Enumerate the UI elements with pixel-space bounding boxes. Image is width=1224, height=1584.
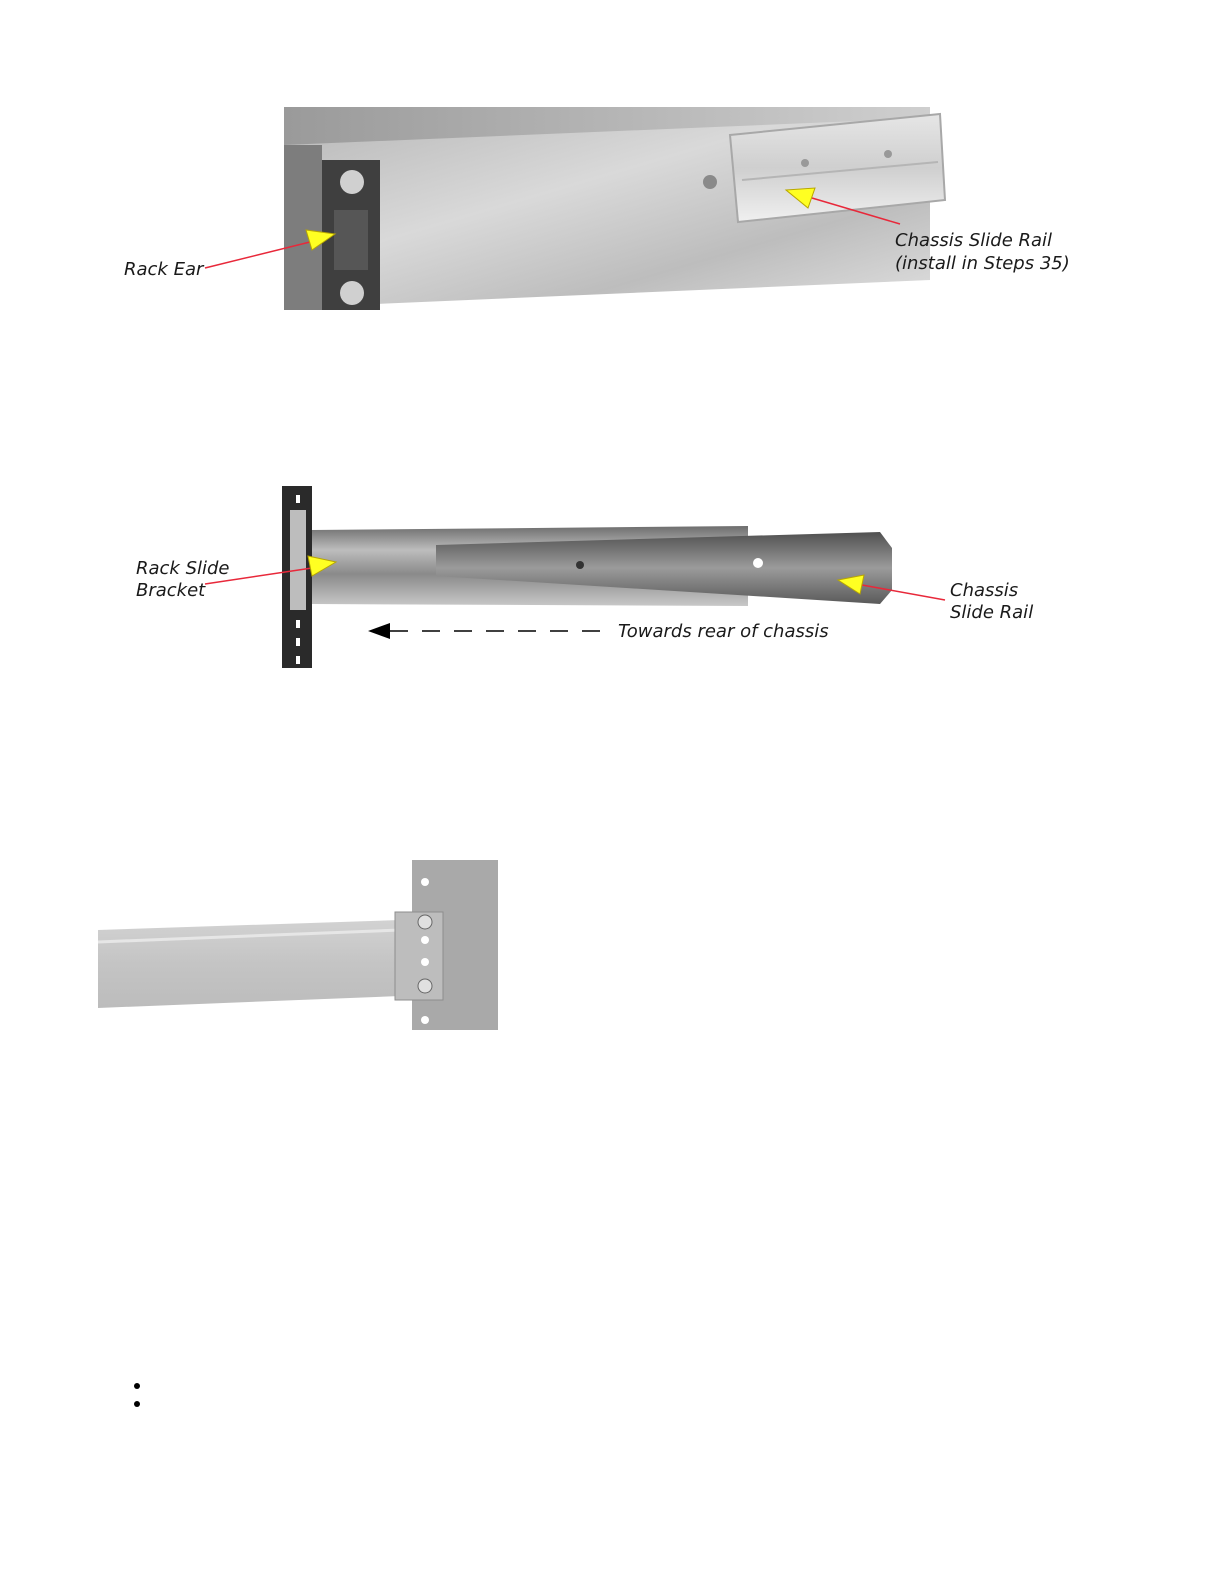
direction-arrow [368,621,829,642]
label-bracket-2: Bracket [136,580,206,601]
label-rail-2: Slide Rail [950,602,1034,623]
bullet-dot-icon [134,1383,140,1389]
bullet-dot-icon [134,1401,140,1407]
figure-chassis-rack-ear [0,90,1224,330]
label-rail-1: Chassis [950,580,1019,601]
label-direction: Towards rear of chassis [618,621,829,642]
label-chassis-rail-1: Chassis Slide Rail [895,230,1053,251]
figure-rail-assembly [0,470,1224,690]
mounting-bracket [395,912,443,1000]
label-bracket-1: Rack Slide [136,558,230,579]
screw-icon [703,175,717,189]
label-rack-ear: Rack Ear [124,259,204,280]
rail-assembly-photo [0,470,1224,690]
label-chassis-rail-2: (install in Steps 35) [895,253,1070,274]
rail-mounted-photo [0,850,1224,1050]
screw-icon [418,915,432,929]
rack-post [282,486,312,668]
figure-rail-mounted [0,850,1224,1050]
chassis-photo [0,90,1224,330]
screw-icon [418,979,432,993]
